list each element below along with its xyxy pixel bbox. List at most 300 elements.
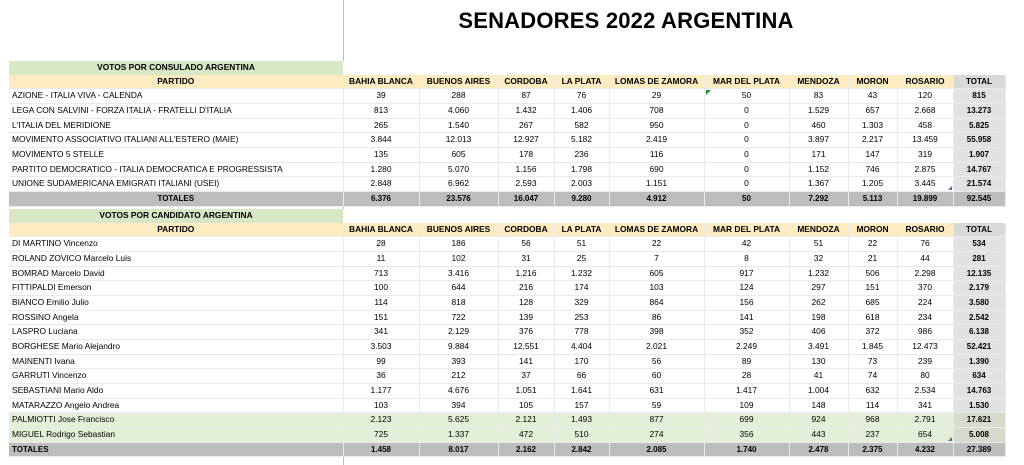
column-header[interactable]: MORON [848, 223, 897, 237]
value-cell[interactable]: 2.298 [897, 266, 953, 281]
value-cell[interactable]: 506 [848, 266, 897, 281]
value-cell[interactable]: 87 [498, 89, 554, 104]
value-cell[interactable]: 1.232 [789, 266, 848, 281]
value-cell[interactable]: 986 [897, 325, 953, 340]
value-cell[interactable]: 83 [789, 89, 848, 104]
row-label[interactable]: FITTIPALDI Emerson [9, 281, 343, 296]
value-cell[interactable]: 116 [609, 147, 704, 162]
value-cell[interactable]: 2.419 [609, 133, 704, 148]
row-label[interactable]: UNIONE SUDAMERICANA EMIGRATI ITALIANI (USEI) [9, 177, 343, 192]
row-total-cell[interactable]: 55.958 [953, 133, 1005, 148]
value-cell[interactable]: 917 [704, 266, 789, 281]
value-cell[interactable]: 699 [704, 413, 789, 428]
value-cell[interactable]: 1.641 [554, 383, 609, 398]
blank-cell [953, 209, 1005, 223]
value-cell[interactable]: 8 [704, 251, 789, 266]
value-cell[interactable]: 28 [343, 237, 419, 252]
value-cell[interactable]: 7 [609, 251, 704, 266]
column-header[interactable]: LA PLATA [554, 223, 609, 237]
value-cell[interactable]: 319 [897, 147, 953, 162]
row-total-cell[interactable]: 13.273 [953, 103, 1005, 118]
value-cell[interactable]: 135 [343, 147, 419, 162]
column-header-partido[interactable]: PARTIDO [9, 75, 343, 89]
value-cell[interactable]: 171 [789, 147, 848, 162]
value-cell[interactable]: 4.060 [419, 103, 498, 118]
value-cell[interactable]: 746 [848, 162, 897, 177]
row-label[interactable]: PARTITO DEMOCRATICO - ITALIA DEMOCRATICA E PROGRESSISTA [9, 162, 343, 177]
value-cell[interactable]: 818 [419, 295, 498, 310]
value-cell[interactable]: 3.445 [897, 177, 953, 192]
value-cell[interactable]: 114 [848, 398, 897, 413]
value-cell[interactable]: 0 [704, 133, 789, 148]
value-cell[interactable]: 778 [554, 325, 609, 340]
row-total-cell[interactable]: 2.179 [953, 281, 1005, 296]
value-cell[interactable]: 288 [419, 89, 498, 104]
value-cell[interactable]: 376 [498, 325, 554, 340]
value-cell[interactable]: 356 [704, 427, 789, 442]
totals-cell[interactable]: 8.017 [419, 442, 498, 457]
value-cell[interactable]: 60 [609, 369, 704, 384]
totals-cell[interactable]: 4.232 [897, 442, 953, 457]
table-row [9, 103, 1005, 118]
column-header[interactable]: BAHIA BLANCA [343, 223, 419, 237]
value-cell[interactable]: 13.459 [897, 133, 953, 148]
totals-cell[interactable]: 2.478 [789, 442, 848, 457]
value-cell[interactable]: 657 [848, 103, 897, 118]
totals-cell[interactable]: 1.458 [343, 442, 419, 457]
row-total-cell[interactable]: 52.421 [953, 339, 1005, 354]
cell-resize-handle-icon [948, 437, 952, 441]
value-cell[interactable]: 0 [704, 147, 789, 162]
value-cell[interactable]: 32 [789, 251, 848, 266]
column-header[interactable]: LOMAS DE ZAMORA [609, 223, 704, 237]
value-cell[interactable]: 114 [343, 295, 419, 310]
value-cell[interactable]: 41 [789, 369, 848, 384]
value-cell[interactable]: 31 [498, 251, 554, 266]
value-cell[interactable]: 3.897 [789, 133, 848, 148]
value-cell[interactable]: 0 [704, 162, 789, 177]
value-cell[interactable]: 632 [848, 383, 897, 398]
value-cell[interactable]: 1.406 [554, 103, 609, 118]
value-cell[interactable]: 1.051 [498, 383, 554, 398]
value-cell[interactable]: 12.927 [498, 133, 554, 148]
value-cell[interactable]: 51 [789, 237, 848, 252]
value-cell[interactable]: 56 [498, 237, 554, 252]
value-cell[interactable]: 708 [609, 103, 704, 118]
value-cell[interactable]: 12.013 [419, 133, 498, 148]
row-total-cell[interactable]: 534 [953, 237, 1005, 252]
column-header[interactable]: BUENOS AIRES [419, 223, 498, 237]
value-cell[interactable]: 2.848 [343, 177, 419, 192]
column-header[interactable]: TOTAL [953, 223, 1005, 237]
totals-label[interactable]: TOTALES [9, 191, 343, 206]
table-row [9, 398, 1005, 413]
value-cell[interactable]: 722 [419, 310, 498, 325]
value-cell[interactable]: 198 [789, 310, 848, 325]
value-cell[interactable]: 1.337 [419, 427, 498, 442]
column-header[interactable]: BAHIA BLANCA [343, 75, 419, 89]
row-total-cell[interactable]: 1.530 [953, 398, 1005, 413]
value-cell[interactable]: 44 [897, 251, 953, 266]
value-cell[interactable]: 80 [897, 369, 953, 384]
table-row [9, 354, 1005, 369]
totals-cell[interactable]: 2.375 [848, 442, 897, 457]
value-cell[interactable]: 1.303 [848, 118, 897, 133]
value-cell[interactable]: 2.249 [704, 339, 789, 354]
value-cell[interactable]: 86 [609, 310, 704, 325]
value-cell[interactable]: 43 [848, 89, 897, 104]
value-cell[interactable]: 297 [789, 281, 848, 296]
table-row [9, 251, 1005, 266]
column-header[interactable]: MENDOZA [789, 75, 848, 89]
value-cell[interactable]: 11 [343, 251, 419, 266]
value-cell[interactable]: 36 [343, 369, 419, 384]
row-label[interactable]: MOVIMENTO 5 STELLE [9, 147, 343, 162]
value-cell[interactable]: 1.151 [609, 177, 704, 192]
value-cell[interactable]: 1.367 [789, 177, 848, 192]
value-cell[interactable]: 99 [343, 354, 419, 369]
totals-cell[interactable]: 19.899 [897, 191, 953, 206]
value-cell[interactable]: 102 [419, 251, 498, 266]
value-cell[interactable]: 141 [704, 310, 789, 325]
value-cell[interactable]: 3.416 [419, 266, 498, 281]
value-cell[interactable]: 212 [419, 369, 498, 384]
value-cell[interactable]: 2.123 [343, 413, 419, 428]
value-cell[interactable]: 37 [498, 369, 554, 384]
value-cell[interactable]: 3.844 [343, 133, 419, 148]
value-cell[interactable]: 174 [554, 281, 609, 296]
value-cell[interactable]: 372 [848, 325, 897, 340]
value-cell[interactable]: 1.432 [498, 103, 554, 118]
value-cell[interactable]: 50 [704, 89, 789, 104]
value-cell[interactable]: 631 [609, 383, 704, 398]
value-cell[interactable]: 151 [848, 281, 897, 296]
value-cell[interactable]: 4.676 [419, 383, 498, 398]
row-label[interactable]: DI MARTINO Vincenzo [9, 237, 343, 252]
value-cell[interactable]: 274 [609, 427, 704, 442]
value-cell[interactable]: 1.152 [789, 162, 848, 177]
value-cell[interactable]: 2.791 [897, 413, 953, 428]
row-label[interactable]: LASPRO Luciana [9, 325, 343, 340]
value-cell[interactable]: 1.540 [419, 118, 498, 133]
value-cell[interactable]: 472 [498, 427, 554, 442]
value-cell[interactable]: 103 [609, 281, 704, 296]
value-cell[interactable]: 239 [897, 354, 953, 369]
value-cell[interactable]: 151 [343, 310, 419, 325]
value-cell[interactable]: 1.280 [343, 162, 419, 177]
value-cell[interactable]: 1.205 [848, 177, 897, 192]
row-label[interactable]: BORGHESE Mario Alejandro [9, 339, 343, 354]
totals-cell[interactable]: 50 [704, 191, 789, 206]
value-cell[interactable]: 1.177 [343, 383, 419, 398]
value-cell[interactable]: 460 [789, 118, 848, 133]
value-cell[interactable]: 813 [343, 103, 419, 118]
column-header[interactable]: MENDOZA [789, 223, 848, 237]
table-row [9, 325, 1005, 340]
row-total-cell[interactable]: 5.008 [953, 427, 1005, 442]
value-cell[interactable]: 394 [419, 398, 498, 413]
value-cell[interactable]: 2.121 [498, 413, 554, 428]
value-cell[interactable]: 0 [704, 118, 789, 133]
value-cell[interactable]: 877 [609, 413, 704, 428]
row-label[interactable]: AZIONE - ITALIA VIVA - CALENDA [9, 89, 343, 104]
value-cell[interactable]: 74 [848, 369, 897, 384]
value-cell[interactable]: 0 [704, 103, 789, 118]
value-cell[interactable]: 109 [704, 398, 789, 413]
blank-cell [704, 209, 789, 223]
value-cell[interactable]: 341 [343, 325, 419, 340]
blank-cell [789, 61, 848, 75]
value-cell[interactable]: 103 [343, 398, 419, 413]
row-label[interactable]: MAINENTI Ivana [9, 354, 343, 369]
row-label[interactable]: L'ITALIA DEL MERIDIONE [9, 118, 343, 133]
table-caption-row [9, 61, 1005, 75]
value-cell[interactable]: 341 [897, 398, 953, 413]
value-cell[interactable]: 5.070 [419, 162, 498, 177]
value-cell[interactable]: 76 [897, 237, 953, 252]
row-label[interactable]: LEGA CON SALVINI - FORZA ITALIA - FRATELLI D'ITALIA [9, 103, 343, 118]
value-cell[interactable]: 124 [704, 281, 789, 296]
value-cell[interactable]: 406 [789, 325, 848, 340]
blank-cell [554, 61, 609, 75]
totals-cell[interactable]: 16.047 [498, 191, 554, 206]
table-row [9, 133, 1005, 148]
value-cell[interactable]: 1.004 [789, 383, 848, 398]
column-header[interactable]: ROSARIO [897, 223, 953, 237]
value-cell[interactable]: 1.845 [848, 339, 897, 354]
value-cell[interactable]: 76 [554, 89, 609, 104]
blank-cell [848, 209, 897, 223]
column-header[interactable]: MORON [848, 75, 897, 89]
row-label[interactable]: GARRUTI Vincenzo [9, 369, 343, 384]
grand-total-cell[interactable]: 92.545 [953, 191, 1005, 206]
value-cell[interactable]: 237 [848, 427, 897, 442]
value-cell[interactable]: 21 [848, 251, 897, 266]
value-cell[interactable]: 59 [609, 398, 704, 413]
totals-cell[interactable]: 2.085 [609, 442, 704, 457]
value-cell[interactable]: 2.129 [419, 325, 498, 340]
value-cell[interactable]: 0 [704, 177, 789, 192]
value-cell[interactable]: 147 [848, 147, 897, 162]
value-cell[interactable]: 89 [704, 354, 789, 369]
value-cell[interactable]: 864 [609, 295, 704, 310]
column-header[interactable]: MAR DEL PLATA [704, 75, 789, 89]
value-cell[interactable]: 56 [609, 354, 704, 369]
value-cell[interactable]: 156 [704, 295, 789, 310]
column-header[interactable]: MAR DEL PLATA [704, 223, 789, 237]
value-cell[interactable]: 1.232 [554, 266, 609, 281]
totals-cell[interactable]: 2.842 [554, 442, 609, 457]
column-header-partido[interactable]: PARTIDO [9, 223, 343, 237]
row-label[interactable]: ROSSINO Angela [9, 310, 343, 325]
value-cell[interactable]: 1.417 [704, 383, 789, 398]
row-label[interactable]: BOMRAD Marcelo David [9, 266, 343, 281]
value-cell[interactable]: 924 [789, 413, 848, 428]
value-cell[interactable]: 2.593 [498, 177, 554, 192]
column-header[interactable]: LOMAS DE ZAMORA [609, 75, 704, 89]
value-cell[interactable]: 178 [498, 147, 554, 162]
row-total-cell[interactable]: 6.138 [953, 325, 1005, 340]
value-cell[interactable]: 234 [897, 310, 953, 325]
row-label[interactable]: MATARAZZO Angelo Andrea [9, 398, 343, 413]
value-cell[interactable]: 1.529 [789, 103, 848, 118]
value-cell[interactable]: 120 [897, 89, 953, 104]
value-cell[interactable]: 130 [789, 354, 848, 369]
value-cell[interactable]: 265 [343, 118, 419, 133]
value-cell[interactable]: 39 [343, 89, 419, 104]
value-cell[interactable]: 618 [848, 310, 897, 325]
row-label[interactable]: BIANCO Emilio Julio [9, 295, 343, 310]
totals-label[interactable]: TOTALES [9, 442, 343, 457]
totals-cell[interactable]: 7.292 [789, 191, 848, 206]
table-row [9, 295, 1005, 310]
value-cell[interactable]: 224 [897, 295, 953, 310]
value-cell[interactable]: 51 [554, 237, 609, 252]
value-cell[interactable]: 370 [897, 281, 953, 296]
value-cell[interactable]: 968 [848, 413, 897, 428]
value-cell[interactable]: 73 [848, 354, 897, 369]
value-cell[interactable]: 644 [419, 281, 498, 296]
value-cell[interactable]: 4.404 [554, 339, 609, 354]
value-cell[interactable]: 22 [609, 237, 704, 252]
totals-cell[interactable]: 23.576 [419, 191, 498, 206]
column-header[interactable]: BUENOS AIRES [419, 75, 498, 89]
blank-cell [609, 61, 704, 75]
column-header[interactable]: CORDOBA [498, 75, 554, 89]
value-cell[interactable]: 393 [419, 354, 498, 369]
value-cell[interactable]: 2.021 [609, 339, 704, 354]
totals-cell[interactable]: 9.280 [554, 191, 609, 206]
row-total-cell[interactable]: 14.763 [953, 383, 1005, 398]
row-label[interactable]: MIGUEL Rodrigo Sebastian [9, 427, 343, 442]
row-total-cell[interactable]: 281 [953, 251, 1005, 266]
value-cell[interactable]: 25 [554, 251, 609, 266]
column-header[interactable]: ROSARIO [897, 75, 953, 89]
row-label[interactable]: ROLAND ZOVICO Marcelo Luis [9, 251, 343, 266]
row-total-cell[interactable]: 815 [953, 89, 1005, 104]
value-cell[interactable]: 66 [554, 369, 609, 384]
value-cell[interactable]: 605 [419, 147, 498, 162]
grand-total-cell[interactable]: 27.389 [953, 442, 1005, 457]
value-cell[interactable]: 582 [554, 118, 609, 133]
value-cell[interactable]: 6.962 [419, 177, 498, 192]
totals-cell[interactable]: 6.376 [343, 191, 419, 206]
value-cell[interactable]: 216 [498, 281, 554, 296]
value-cell[interactable]: 148 [789, 398, 848, 413]
value-cell[interactable]: 186 [419, 237, 498, 252]
table-row [9, 162, 1005, 177]
value-cell[interactable]: 128 [498, 295, 554, 310]
value-cell[interactable]: 950 [609, 118, 704, 133]
value-cell[interactable]: 329 [554, 295, 609, 310]
value-cell[interactable]: 690 [609, 162, 704, 177]
value-cell[interactable]: 443 [789, 427, 848, 442]
value-cell[interactable]: 2.668 [897, 103, 953, 118]
row-total-cell[interactable]: 12.135 [953, 266, 1005, 281]
value-cell[interactable]: 42 [704, 237, 789, 252]
value-cell[interactable]: 2.003 [554, 177, 609, 192]
value-cell[interactable]: 262 [789, 295, 848, 310]
value-cell[interactable]: 3.491 [789, 339, 848, 354]
row-total-cell[interactable]: 3.580 [953, 295, 1005, 310]
value-cell[interactable]: 725 [343, 427, 419, 442]
value-cell[interactable]: 685 [848, 295, 897, 310]
value-cell[interactable]: 1.493 [554, 413, 609, 428]
row-label[interactable]: PALMIOTTI Jose Francisco [9, 413, 343, 428]
value-cell[interactable]: 2.875 [897, 162, 953, 177]
value-cell[interactable]: 28 [704, 369, 789, 384]
table-row [9, 339, 1005, 354]
value-cell[interactable]: 5.625 [419, 413, 498, 428]
value-cell[interactable]: 9.884 [419, 339, 498, 354]
value-cell[interactable]: 139 [498, 310, 554, 325]
value-cell[interactable]: 1.216 [498, 266, 554, 281]
value-cell[interactable]: 510 [554, 427, 609, 442]
row-total-cell[interactable]: 17.621 [953, 413, 1005, 428]
value-cell[interactable]: 458 [897, 118, 953, 133]
table-row [9, 427, 1005, 442]
value-cell[interactable]: 5.182 [554, 133, 609, 148]
table-row [9, 177, 1005, 192]
blank-cell [953, 61, 1005, 75]
column-header[interactable]: TOTAL [953, 75, 1005, 89]
value-cell[interactable]: 3.503 [343, 339, 419, 354]
totals-cell[interactable]: 2.162 [498, 442, 554, 457]
row-total-cell[interactable]: 2.542 [953, 310, 1005, 325]
row-total-cell[interactable]: 1.907 [953, 147, 1005, 162]
value-cell[interactable]: 398 [609, 325, 704, 340]
blank-cell [343, 209, 419, 223]
row-total-cell[interactable]: 14.767 [953, 162, 1005, 177]
value-cell[interactable]: 12.473 [897, 339, 953, 354]
value-cell[interactable]: 1.156 [498, 162, 554, 177]
row-total-cell[interactable]: 5.825 [953, 118, 1005, 133]
value-cell[interactable]: 22 [848, 237, 897, 252]
value-cell[interactable]: 654 [897, 427, 953, 442]
row-label[interactable]: SEBASTIANI Mario Aldo [9, 383, 343, 398]
totals-cell[interactable]: 1.740 [704, 442, 789, 457]
column-header[interactable]: CORDOBA [498, 223, 554, 237]
value-cell[interactable]: 2.534 [897, 383, 953, 398]
totals-cell[interactable]: 5.113 [848, 191, 897, 206]
row-total-cell[interactable]: 1.390 [953, 354, 1005, 369]
value-cell[interactable]: 12.551 [498, 339, 554, 354]
row-total-cell[interactable]: 21.574 [953, 177, 1005, 192]
value-cell[interactable]: 170 [554, 354, 609, 369]
blank-cell [897, 61, 953, 75]
totals-cell[interactable]: 4.912 [609, 191, 704, 206]
value-cell[interactable]: 267 [498, 118, 554, 133]
value-cell[interactable]: 105 [498, 398, 554, 413]
value-cell[interactable]: 713 [343, 266, 419, 281]
value-cell[interactable]: 29 [609, 89, 704, 104]
value-cell[interactable]: 605 [609, 266, 704, 281]
row-total-cell[interactable]: 634 [953, 369, 1005, 384]
row-label[interactable]: MOVIMENTO ASSOCIATIVO ITALIANI ALL'ESTERO (MAIE) [9, 133, 343, 148]
column-header[interactable]: LA PLATA [554, 75, 609, 89]
table-row [9, 369, 1005, 384]
value-cell[interactable]: 100 [343, 281, 419, 296]
value-cell[interactable]: 352 [704, 325, 789, 340]
blank-cell [848, 61, 897, 75]
value-cell[interactable]: 253 [554, 310, 609, 325]
value-cell[interactable]: 2.217 [848, 133, 897, 148]
value-cell[interactable]: 1.798 [554, 162, 609, 177]
value-cell[interactable]: 157 [554, 398, 609, 413]
value-cell[interactable]: 236 [554, 147, 609, 162]
blank-cell [343, 61, 419, 75]
value-cell[interactable]: 141 [498, 354, 554, 369]
